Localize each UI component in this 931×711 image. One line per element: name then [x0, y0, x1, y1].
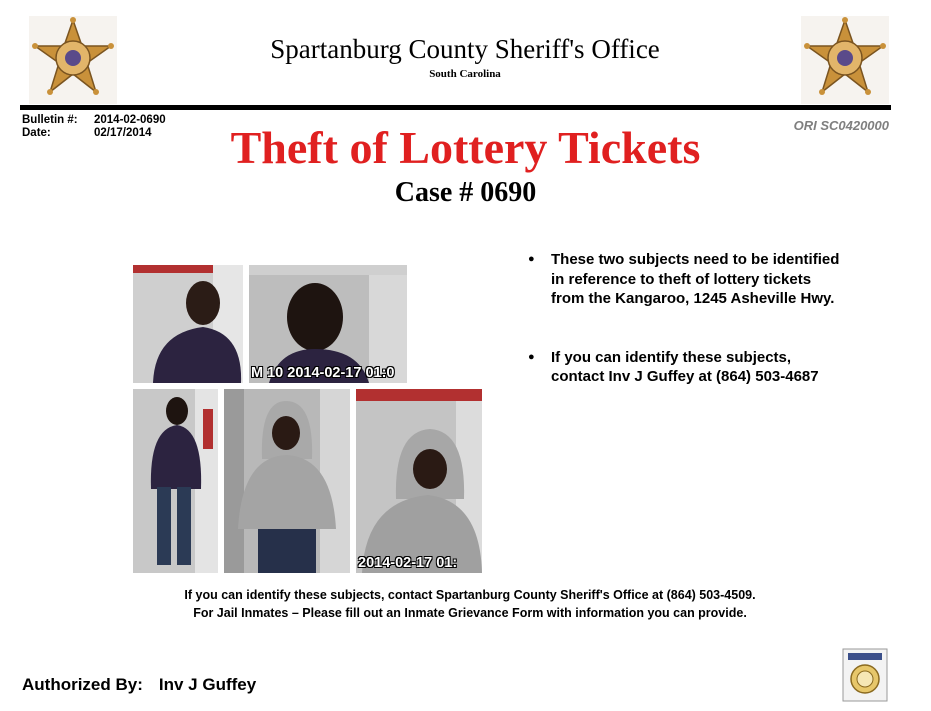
bullet-list: [528, 250, 848, 426]
inmate-footer: For Jail Inmates – Please fill out an Inmate Grievance Form with information you can provide.: [193, 606, 747, 620]
bullet-item: [528, 348, 848, 387]
contact-footer: If you can identify these subjects, contact Spartanburg County Sheriff's Office at (864) 503-4509.: [184, 588, 756, 602]
sheriff-badge-left-icon: [29, 16, 117, 104]
bulletin-value: 2014-02-0690: [94, 114, 166, 126]
authorized-name: Inv J Guffey: [158, 675, 257, 694]
bullet-dot-icon: ●: [528, 253, 535, 265]
bullet-text: If you can identify these subjects, contact Inv J Guffey at (864) 503-4687: [551, 348, 819, 385]
date-value: 02/17/2014: [94, 127, 152, 139]
surveillance-photo-3: [133, 389, 218, 573]
authorized-label: Authorized By:: [22, 675, 143, 694]
surveillance-photo-4: [224, 389, 350, 573]
state-seal-icon: [842, 648, 888, 702]
bulletin-title: Theft of Lottery Tickets: [230, 122, 701, 173]
bullet-dot-icon: ●: [528, 350, 535, 363]
agency-name: Spartanburg County Sheriff's Office: [270, 34, 660, 64]
ori-number: ORI SC0420000: [793, 118, 889, 133]
bulletin-label: Bulletin #:: [22, 114, 78, 126]
sheriff-badge-right-icon: [801, 16, 889, 104]
agency-state: South Carolina: [429, 68, 501, 80]
surveillance-photo-2: [249, 265, 407, 383]
bullet-item: [528, 250, 848, 309]
surveillance-photo-1: [133, 265, 243, 383]
authorized-by: [22, 675, 256, 695]
surveillance-photo-5: [356, 389, 482, 573]
photo-timestamp-top: M 10 2014-02-17 01:0: [251, 365, 395, 381]
header-divider: [20, 105, 891, 110]
bullet-text: These two subjects need to be identified in reference to theft of lottery tickets from the Kangaroo, 1245 Asheville Hwy.: [551, 251, 840, 307]
photo-timestamp-bottom: 2014-02-17 01:: [358, 555, 458, 571]
date-label: Date:: [22, 127, 51, 139]
case-number: Case # 0690: [394, 177, 537, 208]
